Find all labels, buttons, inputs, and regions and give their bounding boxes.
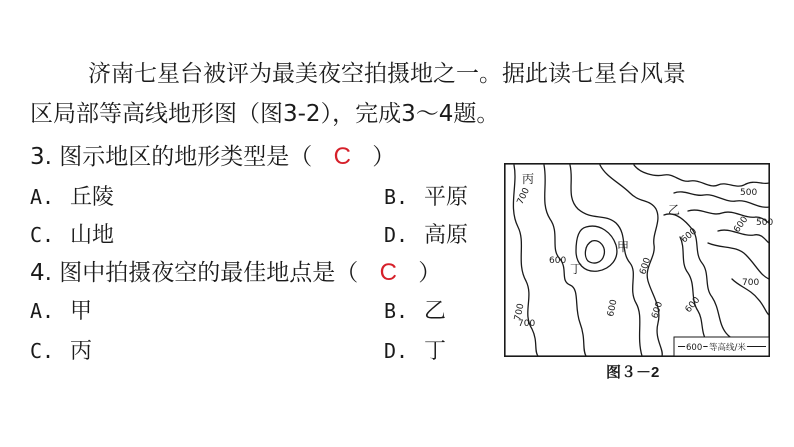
- option-text: 丁: [424, 339, 447, 364]
- option-key: D.: [384, 339, 409, 363]
- contour-label: 600: [683, 295, 703, 315]
- question-4-option-a: [30, 296, 92, 327]
- option-text: 甲: [70, 299, 93, 324]
- option-text: 高原: [424, 223, 469, 248]
- question-3-option-a: [30, 182, 114, 213]
- contour-label: 600: [679, 226, 700, 246]
- question-4-stem-prefix: 4. 图中拍摄夜空的最佳地点是（: [30, 260, 359, 286]
- option-key: A.: [30, 299, 55, 323]
- option-text: 乙: [424, 299, 447, 324]
- contour-label: 500: [756, 218, 774, 228]
- contour-label: 600: [638, 256, 654, 276]
- figure-caption: 图３－2: [606, 364, 660, 381]
- contour-label: 600: [650, 300, 666, 320]
- contour-label: 700: [515, 186, 532, 207]
- intro-line-2: 区局部等高线地形图（图3-2），完成3～4题。: [30, 101, 500, 127]
- option-key: A.: [30, 185, 55, 209]
- point-jia: 甲: [617, 240, 630, 254]
- question-4-answer: C: [379, 259, 397, 286]
- option-key: D.: [384, 223, 409, 247]
- legend-value: 600: [686, 343, 703, 353]
- contour-label: 600: [732, 214, 751, 235]
- contour-label: 700: [742, 278, 760, 288]
- point-ding: 丁: [570, 262, 583, 276]
- contour-label: 600: [606, 298, 620, 318]
- option-key: C.: [30, 223, 55, 247]
- question-4-stem-suffix: ）: [418, 260, 442, 286]
- question-4-option-c: [30, 336, 92, 367]
- point-bing: 丙: [522, 172, 535, 186]
- question-3-stem: [30, 142, 395, 172]
- question-3-stem-suffix: ）: [372, 144, 396, 170]
- contour-label: 700: [513, 302, 527, 322]
- contour-map: [504, 163, 774, 357]
- question-3-option-b: [384, 182, 468, 213]
- legend-text: 等高线/米: [709, 343, 746, 353]
- contour-label: 700: [518, 319, 536, 329]
- option-text: 丘陵: [70, 185, 115, 210]
- map-legend: [674, 337, 769, 356]
- question-3-stem-prefix: 3. 图示地区的地形类型是（: [30, 144, 313, 170]
- point-yi: 乙: [668, 203, 681, 217]
- option-text: 平原: [424, 185, 469, 210]
- option-key: C.: [30, 339, 55, 363]
- contour-label: 500: [740, 188, 758, 198]
- question-4-stem: [30, 258, 441, 288]
- question-3-answer: C: [333, 143, 351, 170]
- option-key: B.: [384, 185, 409, 209]
- option-key: B.: [384, 299, 409, 323]
- contour-label: 600: [549, 256, 567, 266]
- question-3-option-d: [384, 220, 468, 251]
- question-4-option-b: [384, 296, 446, 327]
- intro-line-1: 济南七星台被评为最美夜空拍摄地之一。据此读七星台风景: [88, 61, 686, 87]
- question-3-option-c: [30, 220, 114, 251]
- option-text: 丙: [70, 339, 93, 364]
- option-text: 山地: [70, 223, 115, 248]
- question-4-option-d: [384, 336, 446, 367]
